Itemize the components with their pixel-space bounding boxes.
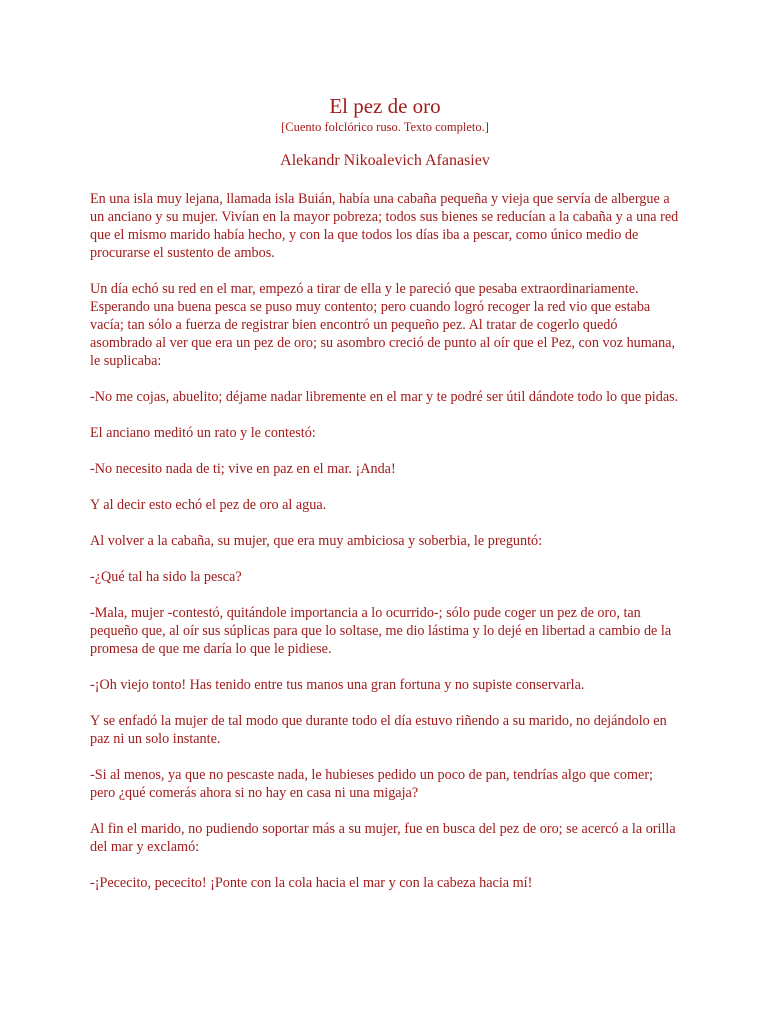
paragraph: Y se enfadó la mujer de tal modo que durante todo el día estuvo riñendo a su marido, no dejándolo en paz ni un solo instante. [90,713,667,747]
paragraph: El anciano meditó un rato y le contestó: [90,425,316,441]
paragraph: Al fin el marido, no pudiendo soportar más a su mujer, fue en busca del pez de oro; se acercó a la orilla del mar y exclamó: [90,821,676,855]
paragraph: Y al decir esto echó el pez de oro al agua. [90,497,327,513]
paragraph: -Si al menos, ya que no pescaste nada, le hubieses pedido un poco de pan, tendrías algo que comer; pero ¿qué comerás ahora si no hay en casa ni una migaja? [90,767,653,801]
paragraph: Al volver a la cabaña, su mujer, que era muy ambiciosa y soberbia, le preguntó: [90,533,543,549]
page-title: El pez de oro [329,94,441,118]
author-name: Alekandr Nikoalevich Afanasiev [280,152,490,169]
paragraph: -¿Qué tal ha sido la pesca? [90,569,242,585]
paragraph: -¡Pececito, pececito! ¡Ponte con la cola hacia el mar y con la cabeza hacia mí! [90,875,533,891]
paragraph: -¡Oh viejo tonto! Has tenido entre tus manos una gran fortuna y no supiste conservarla. [90,677,585,693]
document-page [90,93,680,910]
paragraph: Un día echó su red en el mar, empezó a tirar de ella y le pareció que pesaba extraordinariamente. Esperando una buena pesca se puso muy contento; pero cuando logró recoger la red vio que estaba vacía; tan sólo a fuerza de registrar bien encontró un pequeño pez. Al tratar de cogerlo quedó asombrado al ver que era un pez de oro; su asombro creció de punto al oír que el Pez, con voz humana, le suplicaba: [90,281,676,369]
paragraph: En una isla muy lejana, llamada isla Buián, había una cabaña pequeña y vieja que servía de albergue a un anciano y su mujer. Vivían en la mayor pobreza; todos sus bienes se reducían a la cabaña y a una red que el mismo marido había hecho, y con la que todos los días iba a pescar, como único medio de procurarse el sustento de ambos. [90,191,679,261]
paragraph: -No me cojas, abuelito; déjame nadar libremente en el mar y te podré ser útil dándote todo lo que pidas. [90,389,679,405]
paragraph: -No necesito nada de ti; vive en paz en el mar. ¡Anda! [90,461,396,477]
paragraph: -Mala, mujer -contestó, quitándole importancia a lo ocurrido-; sólo pude coger un pez de oro, tan pequeño que, al oír sus súplicas para que lo soltase, me dio lástima y lo dejé en libertad a cambio de la promesa de que me daría lo que le pidiese. [90,605,672,657]
story-body [90,190,680,892]
subtitle: [Cuento folclórico ruso. Texto completo.] [281,120,489,134]
